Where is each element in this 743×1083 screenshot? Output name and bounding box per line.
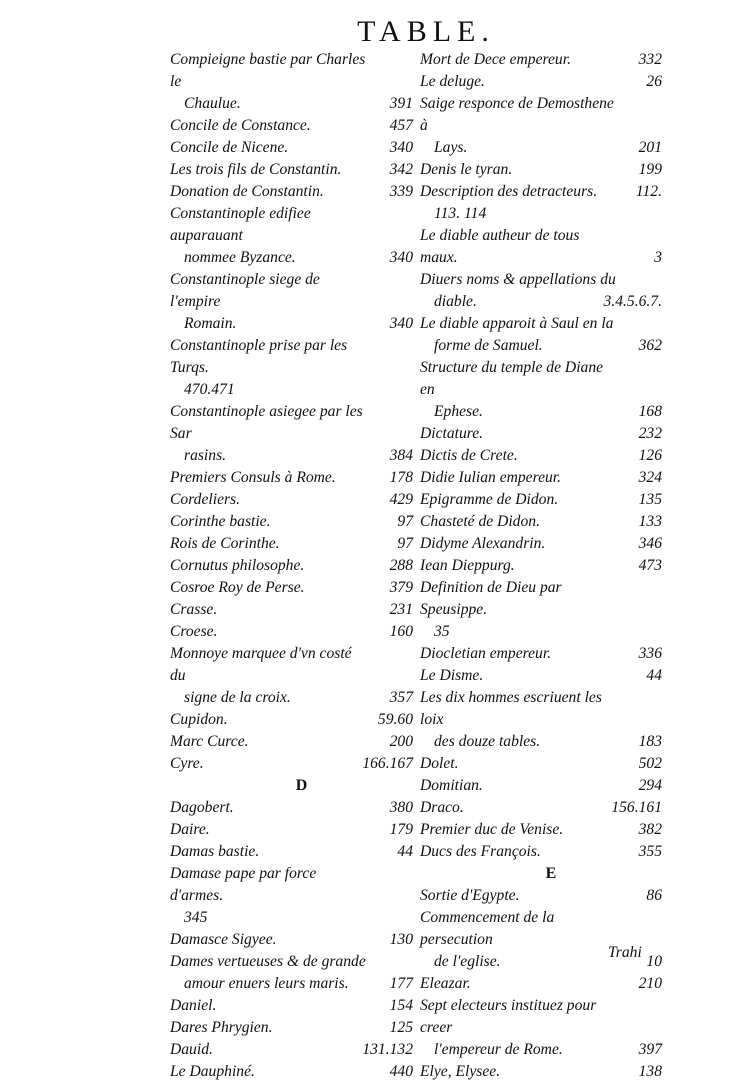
index-entry <box>170 467 413 489</box>
index-entry <box>420 973 662 995</box>
entry-page-number: 177 <box>389 975 413 992</box>
index-entry <box>420 445 662 467</box>
entry-text: Les dix hommes escriuent les loix <box>420 689 602 728</box>
entry-page-number: 112. <box>635 183 662 200</box>
index-entry <box>170 621 413 643</box>
entry-page-line: 113. 114 <box>434 205 487 222</box>
entry-text: Epigramme de Didon. <box>420 491 559 508</box>
index-entry <box>170 533 413 555</box>
index-entry <box>420 643 662 665</box>
entry-text: Le deluge. <box>420 73 485 90</box>
entry-text: Premier duc de Venise. <box>420 821 564 838</box>
entry-text: Concile de Nicene. <box>170 139 289 156</box>
index-entry <box>420 533 662 555</box>
entry-page-number: 336 <box>638 645 662 662</box>
entry-page-number: 97 <box>397 535 413 552</box>
entry-page-number: 362 <box>638 337 662 354</box>
entry-text: Concile de Constance. <box>170 117 311 134</box>
entry-page-number: 3.4.5.6.7. <box>603 293 662 310</box>
entry-page-number: 473 <box>638 557 662 574</box>
index-entry <box>170 929 413 951</box>
entry-text: Diuers noms & appellations du <box>420 271 616 288</box>
entry-page-number: 429 <box>389 491 413 508</box>
entry-text: Daire. <box>170 821 210 838</box>
page-title: TABLE. <box>357 15 495 48</box>
index-entry <box>170 511 413 533</box>
index-entry <box>420 687 662 753</box>
entry-text: Compieigne bastie par Charles le <box>170 51 366 90</box>
entry-text-continued: signe de la croix. <box>184 689 291 706</box>
entry-page-number: 59.60 <box>377 711 413 728</box>
entry-text: Didyme Alexandrin. <box>420 535 546 552</box>
index-entry <box>170 995 413 1017</box>
entry-page-number: 26 <box>646 73 662 90</box>
index-entry <box>420 269 662 313</box>
entry-text: Cyre. <box>170 755 204 772</box>
entry-text: Dagobert. <box>170 799 234 816</box>
entry-text-continued: Ephese. <box>434 403 483 420</box>
entry-page-number: 324 <box>638 469 662 486</box>
index-entry <box>170 49 413 115</box>
index-entry <box>170 599 413 621</box>
index-entry <box>170 643 413 709</box>
index-entry <box>170 137 413 159</box>
index-entry <box>170 269 413 335</box>
entry-text-continued: de l'eglise. <box>434 953 501 970</box>
index-entry <box>420 577 662 643</box>
entry-text: Ducs des François. <box>420 843 541 860</box>
index-entry <box>420 71 662 93</box>
index-entry <box>420 819 662 841</box>
index-entry <box>170 841 413 863</box>
entry-text: Monnoye marquee d'vn costé du <box>170 645 352 684</box>
index-entry <box>420 225 662 269</box>
index-entry <box>170 159 413 181</box>
entry-text: Le Dauphiné. <box>170 1063 255 1080</box>
index-entry <box>170 863 413 929</box>
index-entry <box>420 423 662 445</box>
entry-page-number: 382 <box>638 821 662 838</box>
entry-text: Le Disme. <box>420 667 484 684</box>
catchword: Trahi <box>608 944 642 961</box>
entry-page-line: 470.471 <box>184 381 235 398</box>
index-entry <box>420 797 662 819</box>
entry-text: Draco. <box>420 799 464 816</box>
entry-page-number: 457 <box>389 117 413 134</box>
entry-page-number: 166.167 <box>362 755 413 772</box>
entry-text-continued: rasins. <box>184 447 227 464</box>
entry-text: Dictature. <box>420 425 484 442</box>
entry-page-number: 199 <box>638 161 662 178</box>
entry-text: Damase pape par force d'armes. <box>170 865 317 904</box>
entry-text: Cosroe Roy de Perse. <box>170 579 305 596</box>
entry-text-continued: amour enuers leurs maris. <box>184 975 349 992</box>
index-entry <box>420 995 662 1061</box>
entry-text: Damas bastie. <box>170 843 260 860</box>
entry-page-line: 35 <box>434 623 450 640</box>
entry-text: Commencement de la persecution <box>420 909 555 948</box>
entry-text: Elye, Elysee. <box>420 1063 501 1080</box>
index-entry <box>170 951 413 995</box>
entry-text: Description des detracteurs. <box>420 183 598 200</box>
entry-page-number: 391 <box>389 95 413 112</box>
entry-list-c <box>170 49 413 775</box>
entry-page-number: 346 <box>638 535 662 552</box>
index-entry <box>170 555 413 577</box>
index-entry <box>420 357 662 423</box>
index-entry <box>170 797 413 819</box>
index-entry <box>420 841 662 863</box>
entry-page-number: 379 <box>389 579 413 596</box>
entry-page-number: 200 <box>389 733 413 750</box>
entry-text: Dauid. <box>170 1041 213 1058</box>
index-entry <box>170 731 413 753</box>
entry-text: Crasse. <box>170 601 218 618</box>
entry-list-e <box>420 885 662 1083</box>
entry-text-continued: Romain. <box>184 315 237 332</box>
entry-text: Premiers Consuls à Rome. <box>170 469 336 486</box>
entry-text-continued: Lays. <box>434 139 468 156</box>
entry-text: Donation de Constantin. <box>170 183 324 200</box>
index-entry <box>170 401 413 467</box>
index-entry <box>170 203 413 269</box>
entry-page-number: 339 <box>389 183 413 200</box>
entry-page-number: 384 <box>389 447 413 464</box>
entry-text: Sept electeurs instituez pour creer <box>420 997 597 1036</box>
entry-page-number: 340 <box>389 139 413 156</box>
entry-page-line: 345 <box>184 909 208 926</box>
entry-text-continued: diable. <box>434 293 477 310</box>
entry-text: Denis le tyran. <box>420 161 513 178</box>
index-entry <box>170 753 413 775</box>
entry-text: Le diable apparoit à Saul en la <box>420 315 614 332</box>
index-entry <box>170 577 413 599</box>
entry-page-number: 342 <box>389 161 413 178</box>
index-entry <box>170 1039 413 1061</box>
index-entry <box>420 885 662 907</box>
entry-text: Damasce Sigyee. <box>170 931 277 948</box>
index-entry <box>420 1061 662 1083</box>
entry-page-number: 160 <box>389 623 413 640</box>
index-entry <box>170 1061 413 1083</box>
entry-page-number: 125 <box>389 1019 413 1036</box>
entry-page-number: 133 <box>638 513 662 530</box>
entry-page-number: 183 <box>638 733 662 750</box>
entry-page-number: 288 <box>389 557 413 574</box>
entry-text: Didie Iulian empereur. <box>420 469 562 486</box>
entry-page-number: 135 <box>638 491 662 508</box>
index-entry <box>420 159 662 181</box>
entry-text: Constantinople prise par les Turqs. <box>170 337 348 376</box>
index-entry <box>170 115 413 137</box>
entry-text: Cordeliers. <box>170 491 241 508</box>
entry-page-number: 440 <box>389 1063 413 1080</box>
entry-text: Cupidon. <box>170 711 228 728</box>
index-entry <box>170 819 413 841</box>
index-entry <box>420 511 662 533</box>
entry-text: Le diable autheur de tous maux. <box>420 227 580 266</box>
entry-page-number: 3 <box>654 249 662 266</box>
entry-text: Dames vertueuses & de grande <box>170 953 366 970</box>
entry-list-d-continued <box>420 49 662 863</box>
entry-page-number: 10 <box>646 953 662 970</box>
entry-text: Eleazar. <box>420 975 471 992</box>
entry-text: Structure du temple de Diane en <box>420 359 604 398</box>
entry-page-number: 86 <box>646 887 662 904</box>
entry-page-number: 168 <box>638 403 662 420</box>
entry-text: Les trois fils de Constantin. <box>170 161 342 178</box>
entry-page-number: 380 <box>389 799 413 816</box>
index-entry <box>170 489 413 511</box>
entry-page-number: 130 <box>389 931 413 948</box>
index-entry <box>420 181 662 225</box>
entry-page-number: 201 <box>638 139 662 156</box>
index-entry <box>170 1017 413 1039</box>
entry-text: Saige responce de Demosthene à <box>420 95 614 134</box>
entry-text: Dolet. <box>420 755 459 772</box>
entry-text: Constantinople edifiee auparauant <box>170 205 311 244</box>
entry-text: Iean Dieppurg. <box>420 557 515 574</box>
index-entry <box>420 467 662 489</box>
entry-text: Constantinople siege de l'empire <box>170 271 320 310</box>
entry-text: Constantinople asiegee par les Sar <box>170 403 363 442</box>
entry-page-number: 332 <box>638 51 662 68</box>
section-letter-e: E <box>545 865 557 882</box>
index-entry <box>420 753 662 775</box>
entry-page-number: 294 <box>638 777 662 794</box>
index-entry <box>420 555 662 577</box>
entry-text: Daniel. <box>170 997 217 1014</box>
entry-page-number: 232 <box>638 425 662 442</box>
entry-page-number: 131.132 <box>362 1041 413 1058</box>
index-entry <box>170 709 413 731</box>
entry-text: Diocletian empereur. <box>420 645 552 662</box>
entry-page-number: 126 <box>638 447 662 464</box>
entry-text: Domitian. <box>420 777 483 794</box>
entry-page-number: 154 <box>389 997 413 1014</box>
entry-text: Corinthe bastie. <box>170 513 271 530</box>
entry-page-number: 179 <box>389 821 413 838</box>
index-entry <box>420 489 662 511</box>
entry-text-continued: l'empereur de Rome. <box>434 1041 563 1058</box>
entry-text: Rois de Corinthe. <box>170 535 280 552</box>
index-entry <box>170 181 413 203</box>
entry-page-number: 231 <box>389 601 413 618</box>
entry-text: Dares Phrygien. <box>170 1019 273 1036</box>
entry-page-number: 138 <box>638 1063 662 1080</box>
entry-text: Definition de Dieu par Speusippe. <box>420 579 562 618</box>
index-entry <box>420 93 662 159</box>
entry-text: Cornutus philosophe. <box>170 557 305 574</box>
entry-text: Sortie d'Egypte. <box>420 887 520 904</box>
entry-text-continued: forme de Samuel. <box>434 337 543 354</box>
entry-page-number: 340 <box>389 315 413 332</box>
entry-text: Dictis de Crete. <box>420 447 518 464</box>
entry-page-number: 357 <box>389 689 413 706</box>
index-entry <box>170 335 413 401</box>
index-entry <box>420 775 662 797</box>
entry-page-number: 156.161 <box>611 799 662 816</box>
entry-text: Chasteté de Didon. <box>420 513 540 530</box>
entry-page-number: 210 <box>638 975 662 992</box>
entry-page-number: 97 <box>397 513 413 530</box>
right-column <box>420 49 662 1083</box>
index-entry <box>420 49 662 71</box>
entry-text: Mort de Dece empereur. <box>420 51 571 68</box>
entry-text: Croese. <box>170 623 218 640</box>
entry-page-number: 355 <box>638 843 662 860</box>
left-column <box>170 49 413 1083</box>
entry-text-continued: Chaulue. <box>184 95 241 112</box>
entry-page-number: 340 <box>389 249 413 266</box>
section-letter-d: D <box>295 777 308 794</box>
entry-text: Marc Curce. <box>170 733 249 750</box>
index-entry <box>420 665 662 687</box>
entry-page-number: 44 <box>397 843 413 860</box>
entry-page-number: 502 <box>638 755 662 772</box>
entry-text-continued: nommee Byzance. <box>184 249 296 266</box>
entry-page-number: 44 <box>646 667 662 684</box>
entry-list-d <box>170 797 413 1083</box>
entry-page-number: 178 <box>389 469 413 486</box>
entry-page-number: 397 <box>638 1041 662 1058</box>
index-entry <box>420 313 662 357</box>
entry-text-continued: des douze tables. <box>434 733 541 750</box>
